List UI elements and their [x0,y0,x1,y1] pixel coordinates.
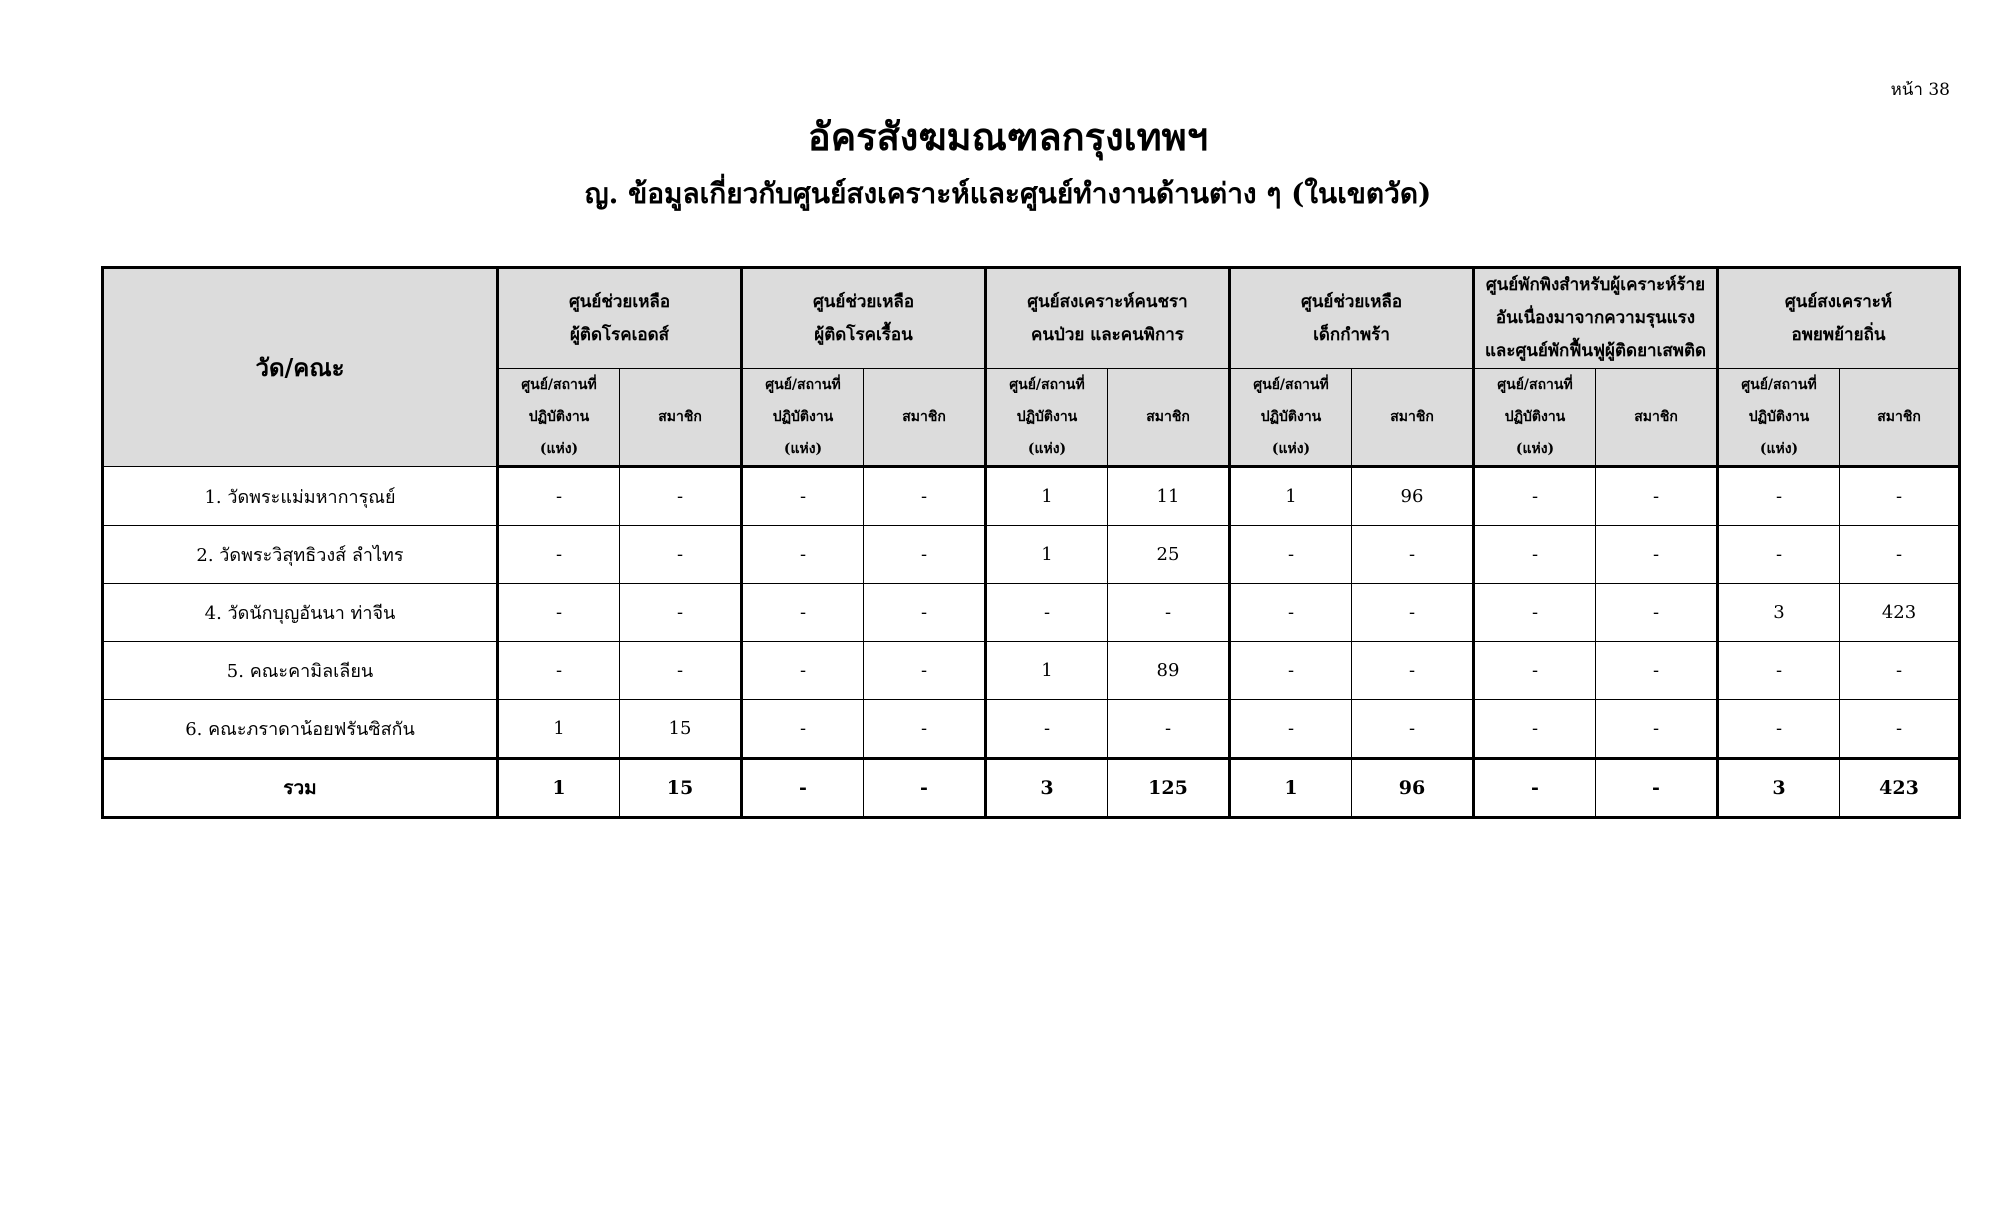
row-name: 4. วัดนักบุญอันนา ท่าจีน [103,584,498,642]
table-cell: - [498,526,620,584]
sub-header-centers [986,369,1108,467]
sub-header-line: ศูนย์/สถานที่ [1497,377,1573,393]
table-cell: - [742,526,864,584]
table-cell: - [620,642,742,700]
group-header-line: ศูนย์ช่วยเหลือ [812,291,915,312]
table-cell: - [1108,700,1230,759]
table-header [103,268,1960,467]
group-header-line: ผู้ติดโรคเอดส์ [569,324,670,345]
sub-header-line: (แห่ง) [783,441,823,457]
sub-header-line: ศูนย์/สถานที่ [765,377,841,393]
group-header-line: อพยพย้ายถิ่น [1791,324,1886,345]
table-cell: - [864,526,986,584]
group-header-line: อันเนื่องมาจากความรุนแรง [1495,308,1696,328]
table-cell: - [1230,584,1352,642]
table-row [103,700,1960,759]
table-cell: - [864,700,986,759]
table-cell: - [1596,584,1718,642]
total-label: รวม [103,759,498,818]
header-group-row [103,268,1960,369]
group-header-orphans [1230,268,1474,369]
group-header-aids [498,268,742,369]
sub-header-members: สมาชิก [1108,369,1230,467]
sub-header-line: (แห่ง) [539,441,579,457]
table-cell: 1 [986,467,1108,526]
table-cell: - [1108,584,1230,642]
sub-header-centers [1718,369,1840,467]
row-name: 6. คณะภราดาน้อยฟรันซิสกัน [103,700,498,759]
total-cell: - [742,759,864,818]
table-cell: - [498,584,620,642]
table-cell: - [1718,642,1840,700]
group-header-line: ศูนย์พักพิงสำหรับผู้เคราะห์ร้าย [1485,275,1706,295]
table-row [103,526,1960,584]
table-cell: - [1718,467,1840,526]
table-cell: - [1840,526,1960,584]
table-cell: - [1840,642,1960,700]
total-cell: - [1474,759,1596,818]
table-cell: - [1352,526,1474,584]
sub-header-members: สมาชิก [1840,369,1960,467]
table-cell: - [742,700,864,759]
sub-header-line: (แห่ง) [1271,441,1311,457]
sub-header-members: สมาชิก [620,369,742,467]
table-row [103,642,1960,700]
sub-header-line: ศูนย์/สถานที่ [1009,377,1085,393]
total-cell: 3 [1718,759,1840,818]
table-cell: - [1596,526,1718,584]
table-cell: 3 [1718,584,1840,642]
table-cell: - [864,642,986,700]
table-cell: - [620,584,742,642]
table-cell: - [864,584,986,642]
name-column-header: วัด/คณะ [103,268,498,467]
total-row [103,759,1960,818]
table-cell: - [620,526,742,584]
sub-header-line: ปฏิบัติงาน [528,409,590,425]
table-cell: 89 [1108,642,1230,700]
table-cell: - [1474,584,1596,642]
table-cell: 1 [986,526,1108,584]
total-cell: 96 [1352,759,1474,818]
group-header-shelter [1474,268,1718,369]
table-cell: - [1230,642,1352,700]
group-header-line: เด็กกำพร้า [1313,324,1390,345]
table-cell: - [742,467,864,526]
sub-header-centers [498,369,620,467]
sub-header-line: ปฏิบัติงาน [772,409,834,425]
row-name: 5. คณะคามิลเลียน [103,642,498,700]
total-cell: 423 [1840,759,1960,818]
total-cell: 3 [986,759,1108,818]
table-cell: 1 [986,642,1108,700]
welfare-centers-table [101,266,1961,819]
group-header-elderly [986,268,1230,369]
sub-header-line: (แห่ง) [1759,441,1799,457]
row-name: 2. วัดพระวิสุทธิวงส์ ลำไทร [103,526,498,584]
table-cell: - [1840,467,1960,526]
sub-header-members: สมาชิก [1352,369,1474,467]
table-cell: - [742,642,864,700]
table-cell: - [1474,700,1596,759]
table-cell: - [1596,700,1718,759]
table-cell: - [864,467,986,526]
group-header-line: ศูนย์สงเคราะห์ [1784,291,1893,312]
table-cell: - [1474,467,1596,526]
row-name: 1. วัดพระแม่มหาการุณย์ [103,467,498,526]
table-cell: - [1474,526,1596,584]
sub-header-line: ศูนย์/สถานที่ [521,377,597,393]
table-cell: - [986,700,1108,759]
sub-header-line: ปฏิบัติงาน [1504,409,1566,425]
table-cell: 1 [1230,467,1352,526]
table-cell: 1 [498,700,620,759]
table-row [103,467,1960,526]
group-header-line: และศูนย์พักฟื้นฟูผู้ติดยาเสพติด [1484,341,1707,361]
table-row [103,584,1960,642]
table-cell: - [742,584,864,642]
table-cell: - [1352,700,1474,759]
table-body [103,467,1960,818]
total-cell: 1 [1230,759,1352,818]
sub-header-members: สมาชิก [864,369,986,467]
table-cell: 15 [620,700,742,759]
total-cell: 1 [498,759,620,818]
table-cell: - [1596,467,1718,526]
group-header-line: ผู้ติดโรคเรื้อน [814,324,913,345]
sub-header-centers [1230,369,1352,467]
sub-header-centers [742,369,864,467]
group-header-migrants [1718,268,1960,369]
page-number: หน้า 38 [1890,80,1950,100]
page-title: อัครสังฆมณฑลกรุงเทพฯ [807,114,1209,159]
group-header-line: คนป่วย และคนพิการ [1031,324,1184,345]
sub-header-line: (แห่ง) [1027,441,1067,457]
table-cell: - [1718,700,1840,759]
total-cell: 125 [1108,759,1230,818]
table-cell: - [1596,642,1718,700]
table-cell: - [1352,584,1474,642]
group-header-leprosy [742,268,986,369]
table-cell: - [1230,700,1352,759]
total-cell: 15 [620,759,742,818]
sub-header-centers [1474,369,1596,467]
table-cell: - [1840,700,1960,759]
sub-header-line: ปฏิบัติงาน [1260,409,1322,425]
sub-header-members: สมาชิก [1596,369,1718,467]
table-cell: 11 [1108,467,1230,526]
sub-header-line: (แห่ง) [1515,441,1555,457]
table-cell: - [1230,526,1352,584]
group-header-line: ศูนย์ช่วยเหลือ [568,291,671,312]
table-cell: - [498,642,620,700]
group-header-line: ศูนย์สงเคราะห์คนชรา [1027,291,1188,312]
table-cell: 423 [1840,584,1960,642]
table-cell: 96 [1352,467,1474,526]
sub-header-line: ศูนย์/สถานที่ [1253,377,1329,393]
table-cell: - [498,467,620,526]
total-cell: - [1596,759,1718,818]
table-cell: - [1474,642,1596,700]
table-cell: - [620,467,742,526]
table-cell: - [1352,642,1474,700]
table-cell: - [986,584,1108,642]
sub-header-line: ศูนย์/สถานที่ [1741,377,1817,393]
group-header-line: ศูนย์ช่วยเหลือ [1300,291,1403,312]
page-subtitle: ญ. ข้อมูลเกี่ยวกับศูนย์สงเคราะห์และศูนย์ทำงานด้านต่าง ๆ (ในเขตวัด) [584,177,1432,210]
sub-header-line: ปฏิบัติงาน [1016,409,1078,425]
sub-header-line: ปฏิบัติงาน [1748,409,1810,425]
table-cell: - [1718,526,1840,584]
total-cell: - [864,759,986,818]
table-cell: 25 [1108,526,1230,584]
